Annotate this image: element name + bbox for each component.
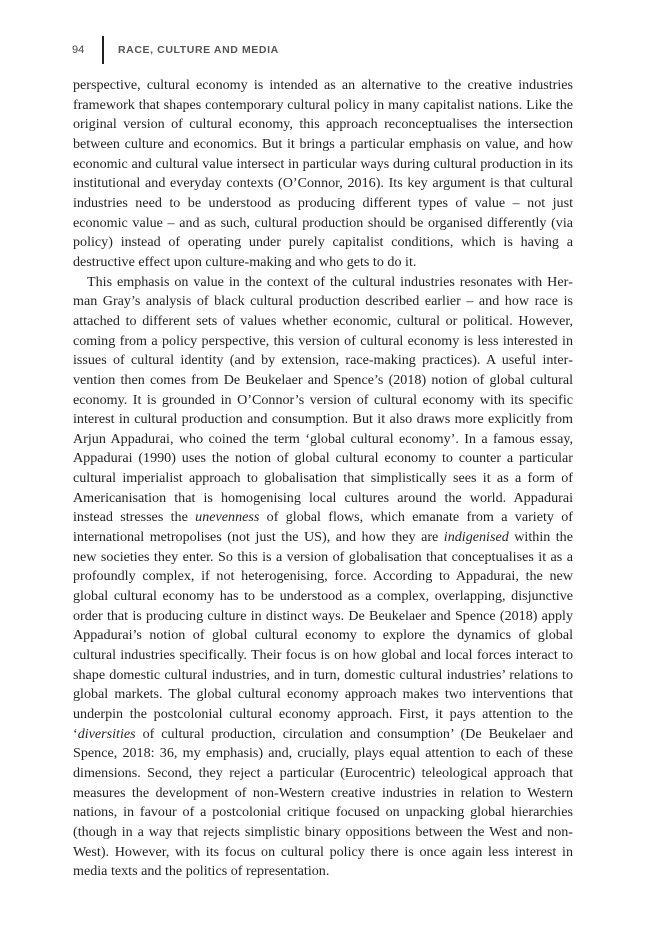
emphasis-diversities: diversities: [77, 725, 136, 742]
body-text: [73, 76, 573, 882]
paragraph-2-text: This emphasis on value in the context of the cultural industries resonates with Herman Gray’s analysis of black cultural production described earlier – and how race is attached to different sets of values whether economic, cultural or political. However, coming from a policy perspective, this version of cultural economy is less interested in issues of cultural identity (and by extension, race-making practices). A useful intervention then comes from De Beukelaer and Spence’s (2018) notion of global cultural economy. It is grounded in O’Connor’s version of cultural economy with its specific interest in cultural production and consumption. But it also draws more explicitly from Arjun Appadurai, who coined the term ‘global cultural economy’. In a famous essay, Appadurai (1990) uses the notion of global cultural economy to counter a particular cultural imperialist approach to globalisation that simplistically sees it as a form of Americanisation that is homogenising local cultures around the world. Appadurai instead stresses the: [73, 273, 573, 526]
paragraph-2-text: of global flows, which emanate from a variety of international metropolises (not just the US), and how they are: [73, 509, 573, 546]
page-number: 94: [72, 44, 85, 56]
emphasis-unevenness: unevenness: [195, 509, 260, 526]
paragraph-1-text: perspective, cultural economy is intended as an alternative to the creative industries framework that shapes contemporary cultural policy in many capitalist nations. Like the original version of cultural economy, this approach reconceptualises the intersection between culture and economics. But it brings a particular emphasis on value, and how economic and cultural value intersect in particular ways during cultural production in its institutional and everyday contexts (O’Connor, 2016). Its key argument is that cultural industries need to be understood as producing different types of value – not just economic value – and as such, cultural production should be organised differently (via policy) instead of operating under purely capitalist conditions, which is having a destructive effect upon culture-making and who gets to do it.: [73, 77, 573, 270]
paragraph-1: [73, 76, 573, 273]
paragraph-2: [73, 273, 573, 882]
header-divider: [102, 36, 104, 64]
running-title: RACE, CULTURE AND MEDIA: [118, 44, 279, 56]
emphasis-indigenised: indigenised: [443, 529, 509, 546]
running-head: [72, 36, 279, 64]
paragraph-2-text: within the new societies they enter. So this is a version of globalisation that conceptualises it as a profoundly complex, if not heterogenising, force. According to Appadurai, the new global cultural economy has to be understood as a complex, overlapping, disjunctive order that is producing culture in distinct ways. De Beukelaer and Spence (2018) apply Appadurai’s notion of global cultural economy to explore the dynamics of global cultural industries specifically. Their focus is on how global and local forces interact to shape domestic cultural industries, and in turn, domestic cultural industries’ relations to global markets. The global cultural economy approach makes two interventions that underpin the postcolonial cultural economy approach. First, it pays attention to the ‘: [73, 529, 573, 742]
paragraph-2-text: of cultural production, circulation and consumption’ (De Beukelaer and Spence, 2018: 36, my emphasis) and, crucially, plays equal attention to each of these dimensions. Second, they reject a particular (Eurocentric) teleological approach that measures the development of non-Western creative industries in relation to Western nations, in favour of a postcolonial critique focused on unpacking global hierarchies (though in a way that rejects simplistic binary oppositions between the West and non-West). However, with its focus on cultural policy there is once again less interest in media texts and the politics of representation.: [73, 725, 573, 880]
